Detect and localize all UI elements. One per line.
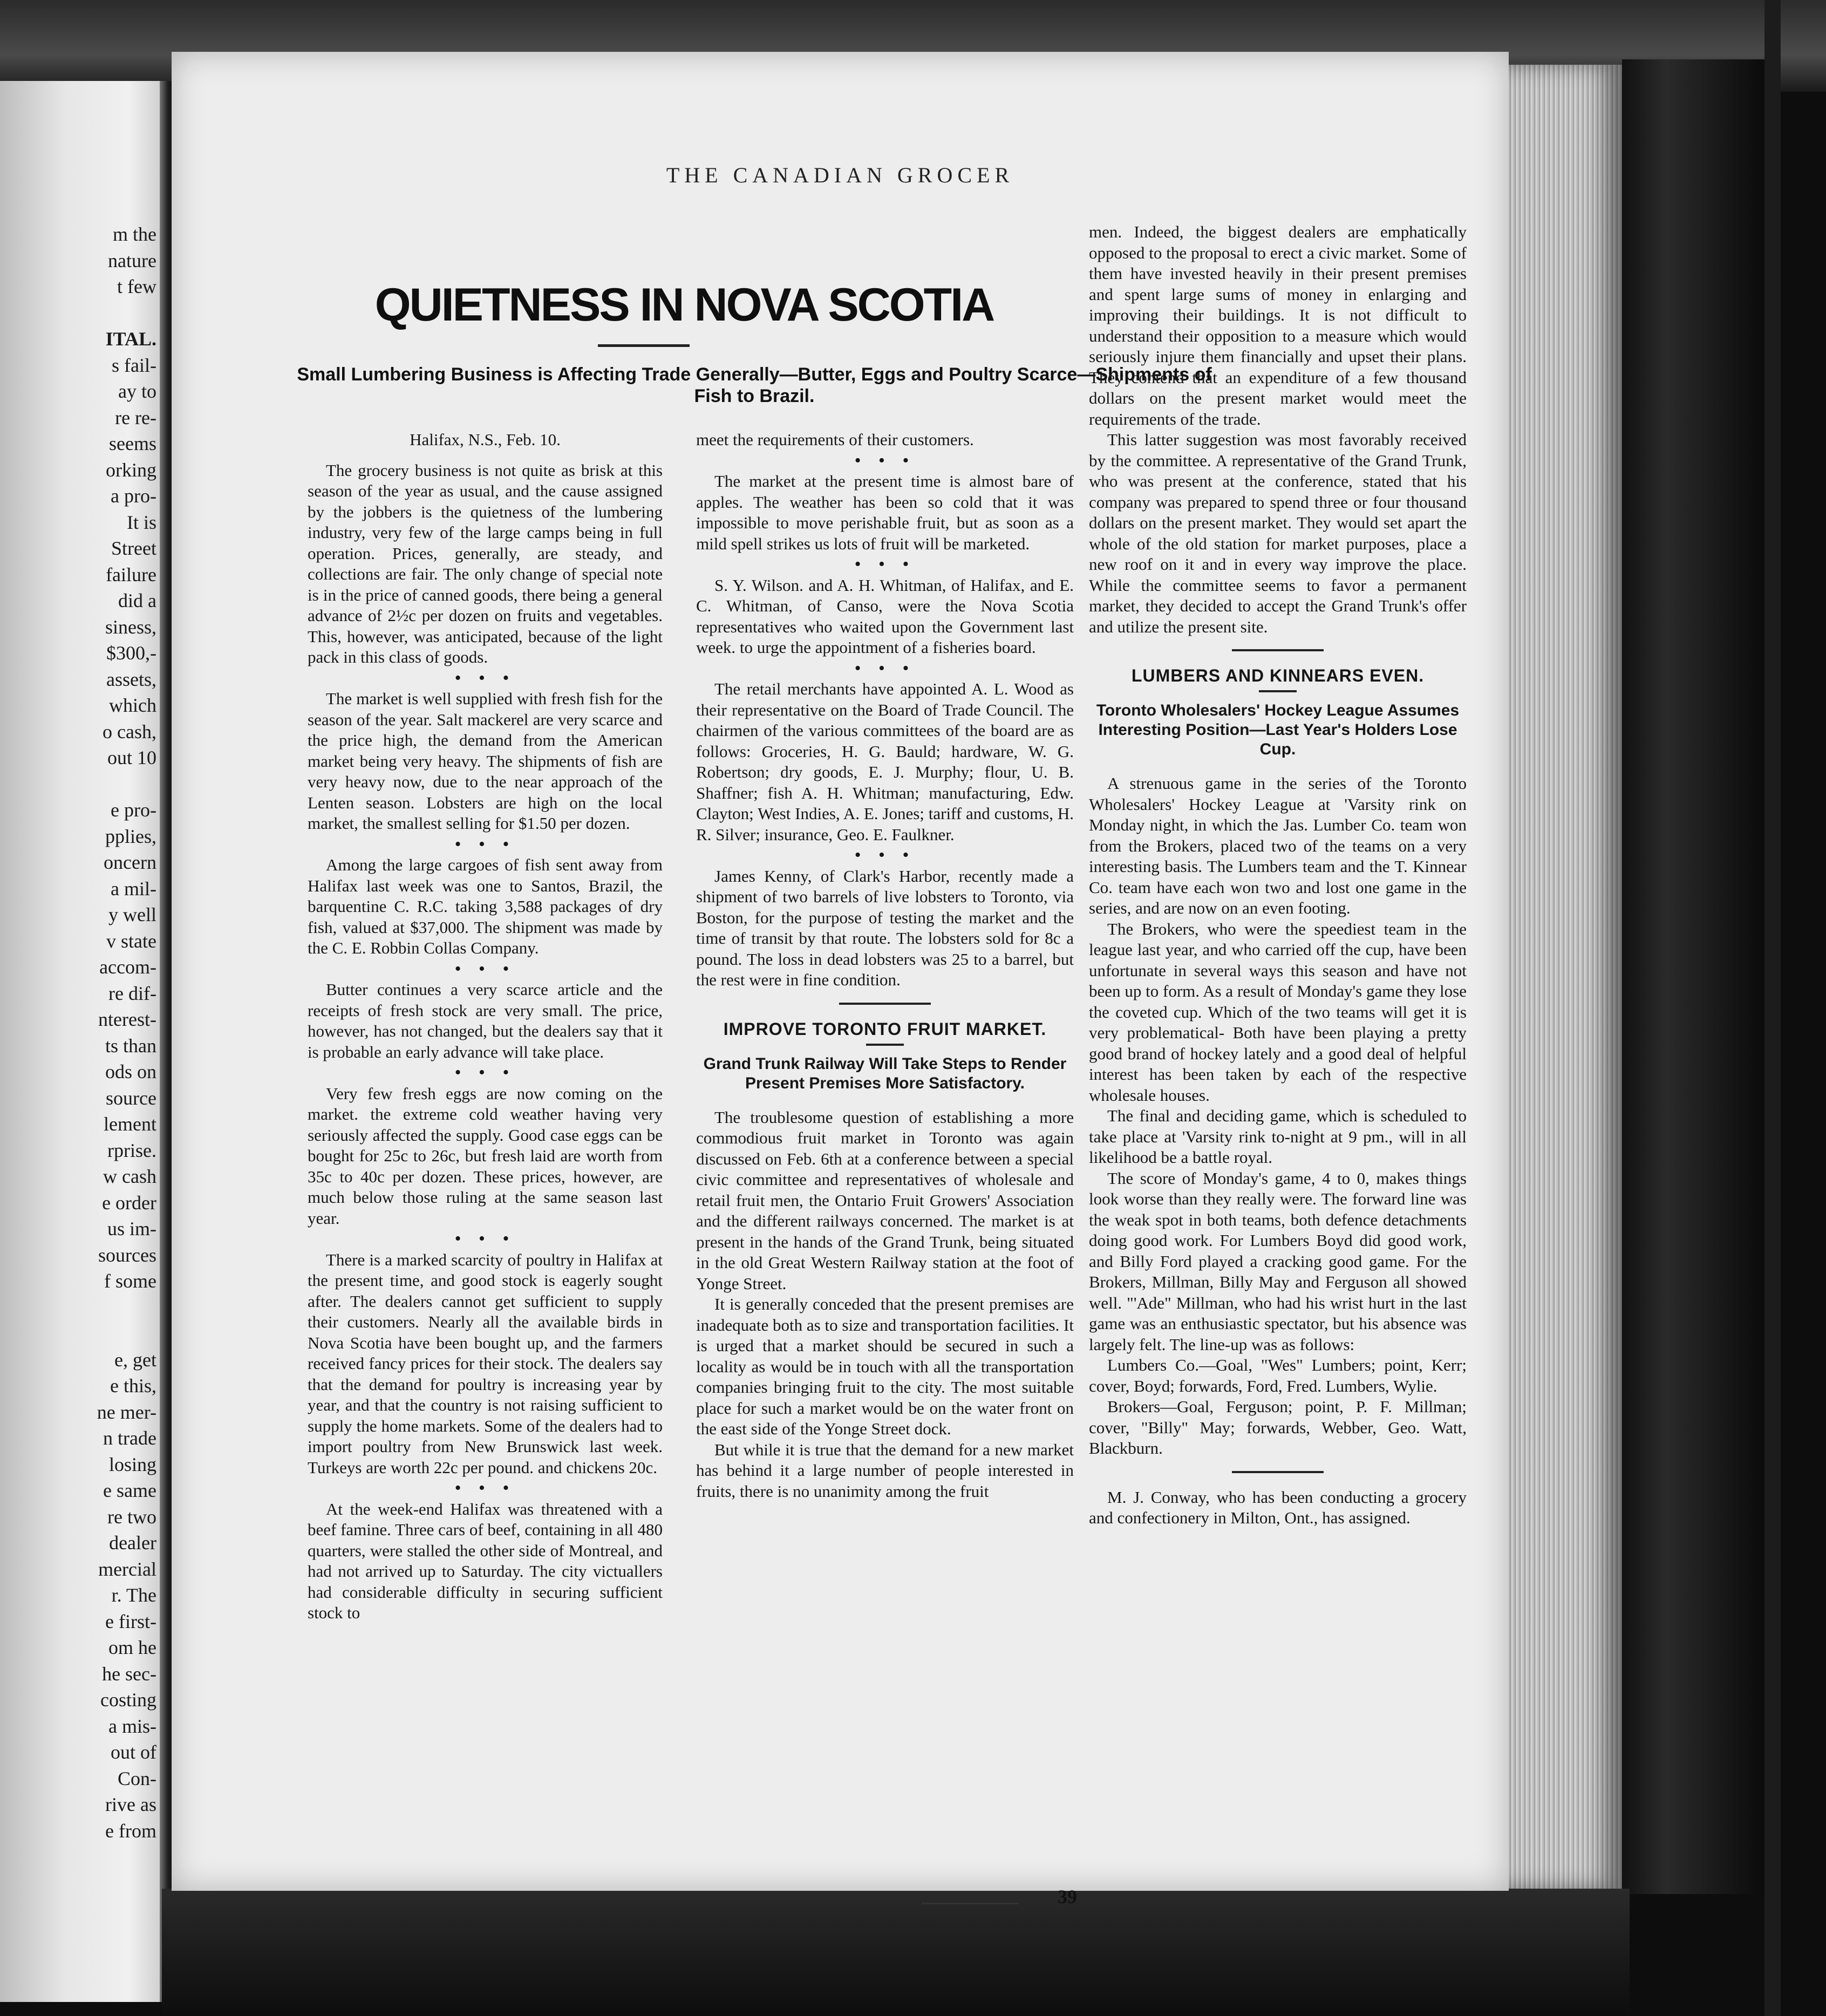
paragraph: S. Y. Wilson. and A. H. Whitman, of Halifax, and E. C. Whitman, of Canso, were the Nova Scotia representatives who waited upon the Government last week. to urge the appointment of a fisheries board. — [696, 575, 1074, 657]
fragment-line: $300,- — [106, 642, 156, 664]
fragment-line: n trade — [103, 1427, 156, 1449]
paragraph: men. Indeed, the biggest dealers are emphatically opposed to the proposal to erect a civic market. Some of them have invested heavily in their present premises and spent large sums of money in enlarging and improving their buildings. It is not difficult to understand their opposition to a measure which would seriously injure them financially and upset their plans. They contend that an expenditure of a few thousand dollars on the present market would meet the requirements of the trade. — [1089, 222, 1467, 428]
fragment-line: o cash, — [103, 720, 156, 743]
fragment-line — [16, 1295, 156, 1321]
fragment-line: which — [109, 694, 156, 716]
running-head: THE CANADIAN GROCER — [666, 163, 1014, 187]
folio-rule — [922, 1903, 1019, 1904]
fragment-line — [16, 1320, 156, 1347]
fragment-line: Street — [111, 537, 156, 559]
fragment-line: s fail- — [112, 354, 156, 376]
column-rule — [1232, 1471, 1324, 1473]
main-page — [172, 52, 1509, 1908]
fragment-line: mercial — [98, 1558, 156, 1580]
fragment-line: re dif- — [108, 982, 156, 1004]
column-rule — [1259, 690, 1297, 692]
paragraph: It is generally conceded that the present premises are inadequate both as to size and transportation facilities. It is urged that a market should be secured in such a locality as would be in touch with all the transportation companies bringing fruit to the city. The most suitable place for such a market would be on the water front on the east side of the Yonge Street dock. — [696, 1295, 1074, 1438]
fragment-line — [16, 771, 156, 798]
fragment-line: e from — [105, 1820, 156, 1842]
fragment-line: a mil- — [111, 877, 156, 900]
column-3 — [1089, 222, 1467, 1529]
column-rule — [866, 1044, 904, 1046]
scan-background-bottom — [162, 1889, 1630, 2016]
section-separator: • • • — [454, 1063, 516, 1082]
article-title-improve-toronto-fruit-market: IMPROVE TORONTO FRUIT MARKET. — [723, 1019, 1047, 1039]
fragment-line: v state — [106, 930, 156, 952]
paragraph: The market at the present time is almost bare of apples. The weather has been so cold that it was impossible to move perishable fruit, but as soon as a mild spell strikes us lots of fruit will be marketed. — [696, 472, 1074, 553]
fragment-line: re two — [107, 1506, 156, 1528]
paragraph: Brokers—Goal, Ferguson; point, P. F. Millman; cover, "Billy" May; forwards, Webber, Geo. Watt, Blackburn. — [1089, 1397, 1467, 1457]
book-binding-edge — [1764, 0, 1781, 2016]
section-separator: • • • — [854, 845, 916, 865]
paragraph: The market is well supplied with fresh fish for the season of the year. Salt mackerel are very scarce and the price high, the demand from the American market being very heavy. The shipments of fish are very heavy now, due to the near approach of the Lenten season. Lobsters are high on the local market, the smallest selling for $1.50 per dozen. — [308, 689, 663, 833]
book-binding — [1622, 59, 1768, 1894]
paragraph: The troublesome question of establishing a more commodious fruit market in Toronto was again discussed on Feb. 6th at a conference between a special civic committee and representatives of wholesale and retail fruit men, the Ontario Fruit Growers' Association and the different railways concerned. The market is at present in the hands of the Grand Trunk, being situated in the old Great Western Railway station at the foot of Yonge Street. — [696, 1107, 1074, 1293]
fragment-line: did a — [118, 590, 156, 611]
section-separator: • • • — [854, 658, 916, 678]
paragraph: At the week-end Halifax was threatened with a beef famine. Three cars of beef, containing in all 480 quarters, were stalled the other side of Montreal, and had not arrived up to Saturday. The city victuallers had considerable difficulty in securing sufficient stock to — [308, 1499, 663, 1622]
article-deck: Small Lumbering Business is Affecting Trade Generally—Butter, Eggs and Poultry Scarce—Shipments of Fish to Brazil. — [297, 364, 1212, 406]
page-number: 39 — [1058, 1886, 1077, 1908]
paragraph: The grocery business is not quite as brisk at this season of the year as usual, and the cause assigned by the jobbers is the quietness of the lumbering industry, very few of the large camps being in full operation. Prices, generally, are steady, and collections are fair. The only change of special note is in the price of canned goods, there being a general advance of 2½c per dozen on fruits and vegetables. This, however, was anticipated, because of the light pack in this class of goods. — [308, 460, 663, 666]
book-gutter — [160, 81, 173, 2002]
fragment-line: e first- — [105, 1610, 156, 1632]
fragment-line: rive as — [105, 1794, 156, 1815]
fragment-line: It is — [126, 511, 156, 533]
section-separator: • • • — [454, 1478, 516, 1498]
paragraph: James Kenny, of Clark's Harbor, recently made a shipment of two barrels of live lobsters to Toronto, via Boston, for the purpose of testing the market and the time of transit by that route. The lobsters sold for 8c a pound. The loss in dead lobsters was 25 to a barrel, but the rest were in fine condition. — [696, 866, 1074, 989]
fragment-line: nature — [108, 249, 156, 271]
fragment-line: a mis- — [108, 1715, 156, 1737]
fragment-line: nterest- — [98, 1009, 156, 1030]
fragment-line: he sec- — [102, 1663, 156, 1685]
fragment-line: us im- — [107, 1218, 156, 1239]
fragment-line: out of — [111, 1741, 156, 1763]
paragraph: The retail merchants have appointed A. L. Wood as their representative on the Board of Trade Council. The chairmen of the various committees of the board are as follows: Groceries, H. G. Bauld; hardware, W. G. Robertson; dry goods, E. J. Murphy; flour, U. B. Shaffner; fish A. H. Whitman; manufacturing, Edw. Clayton; West Indies, A. E. Jones; tariff and customs, H. R. Silver; insurance, Geo. E. Faulkner. — [696, 679, 1074, 844]
column-rule — [839, 1003, 931, 1005]
paragraph: The score of Monday's game, 4 to 0, makes things look worse than they really were. The forward line was the weak spot in both teams, both defence detachments doing good work. For Lumbers Boyd did good work, and Billy Ford played a cracking good game. For the Brokers, Millman, Billy May and Ferguson all showed well. "'Ade" Millman, who had his wrist hurt in the last game was an enthusiastic spectator, but his absence was largely felt. The line-up was as follows: — [1089, 1168, 1467, 1354]
fragment-line: r. The — [111, 1584, 156, 1606]
section-separator: • • • — [454, 958, 516, 979]
fragment-line: om he — [108, 1637, 156, 1658]
article-title-lumbers-and-kinnears-even: LUMBERS AND KINNEARS EVEN. — [1131, 666, 1425, 685]
paragraph: Butter continues a very scarce article and the receipts of fresh stock are very small. The price, however, has not changed, but the dealers say that it is probable an early advance will take place. — [308, 980, 663, 1061]
fragment-line: e order — [102, 1191, 156, 1214]
fragment-line: siness, — [105, 616, 156, 638]
column-1 — [308, 430, 663, 1624]
fragment-line: losing — [108, 1453, 156, 1475]
paragraph: Very few fresh eggs are now coming on the market. the extreme cold weather having very seriously affected the supply. Good case eggs can be bought for 25c to 26c, but fresh laid are worth from 35c to 40c per dozen. These prices, however, are much below those ruling at the same season last year. — [308, 1084, 663, 1228]
fragment-line: pplies, — [105, 825, 156, 847]
article-deck: Grand Trunk Railway Will Take Steps to Render Present Premises More Satisfactory. — [703, 1054, 1067, 1092]
fragment-line: w cash — [103, 1166, 156, 1187]
fragment-line: ts than — [105, 1034, 156, 1057]
fragment-line: rprise. — [107, 1139, 156, 1161]
fragment-line: e, get — [114, 1348, 156, 1371]
fragment-line: accom- — [99, 956, 156, 978]
fragment-line: failure — [106, 563, 156, 585]
fragment-line: m the — [113, 223, 156, 245]
fragment-line: a pro- — [111, 485, 156, 507]
fragment-line: Con- — [118, 1767, 156, 1789]
fragment-line: ITAL. — [105, 328, 156, 350]
column-rule — [1232, 649, 1324, 651]
fragment-line: f some — [104, 1270, 156, 1292]
article-deck: Toronto Wholesalers' Hockey League Assumes Interesting Position—Last Year's Holders Lose Cup. — [1096, 701, 1460, 758]
fragment-line: re re- — [115, 406, 156, 428]
section-separator: • • • — [454, 834, 516, 854]
paragraph: The Brokers, who were the speediest team in the league last year, and who carried off the cup, have been unfortunate in several ways this season and have not been up to form. As a result of Monday's game they lose the coveted cup. Which of the two teams will get it is very problematical- Both have been playing a pretty good brand of hockey lately and a good deal of helpful interest has been taken by each of the respective wholesale houses. — [1089, 919, 1467, 1105]
paragraph: Lumbers Co.—Goal, "Wes" Lumbers; point, Kerr; cover, Boyd; forwards, Ford, Fred. Lumbers, Wylie. — [1089, 1356, 1467, 1395]
fragment-line: ay to — [118, 380, 156, 402]
section-separator: • • • — [854, 450, 916, 471]
fragment-line: assets, — [106, 668, 156, 690]
paragraph: But while it is true that the demand for a new market has behind it a large number of people interested in fruits, there is no unanimity among the fruit — [696, 1440, 1074, 1501]
fragment-line: oncern — [104, 852, 156, 873]
facing-page-fragment — [0, 81, 162, 2002]
fragment-line: y well — [108, 904, 156, 925]
title-rule — [598, 344, 690, 347]
paragraph: This latter suggestion was most favorably received by the committee. A representative of the Grand Trunk, who was present at the conference, stated that his company was prepared to spend three or four thousand dollars on the present market. They would set apart the whole of the old station for market purposes, place a new roof on it and in every way improve the place. While the committee seems to favor a permanent market, they decided to accept the Grand Trunk's offer and utilize the present site. — [1089, 430, 1467, 636]
fragment-line: e pro- — [111, 799, 156, 821]
paragraph: A strenuous game in the series of the Toronto Wholesalers' Hockey League at 'Varsity rink on Monday night, in which the Jas. Lumber Co. team won from the Brokers, placed two of the teams on a very interesting basis. The Lumbers team and the T. Kinnear Co. team have each won two and lost one game in the series, and are now on an even footing. — [1089, 774, 1467, 917]
fragment-line: lement — [104, 1113, 156, 1135]
fragment-line — [16, 300, 156, 326]
section-separator: • • • — [454, 668, 516, 688]
paragraph: Among the large cargoes of fish sent away from Halifax last week was one to Santos, Brazil, the barquentine C. R.C. taking 3,588 packages of dry fish, valued at $37,000. The shipment was made by the C. E. Robbin Collas Company. — [308, 855, 663, 957]
section-separator: • • • — [854, 554, 916, 574]
column-2 — [696, 430, 1074, 1502]
fragment-line: orking — [106, 459, 156, 481]
fragment-line: t few — [117, 276, 156, 297]
fragment-line: ne mer- — [97, 1401, 156, 1423]
paragraph: There is a marked scarcity of poultry in Halifax at the present time, and good stock is eagerly sought after. The dealers cannot get sufficient to supply their customers. Nearly all the available birds in Nova Scotia have been bought up, and the farmers received fancy prices for their stock. The dealers say that the demand for poultry is increasing year by year, and that the country is not raising sufficient to supply the home markets. Some of the dealers had to import poultry from New Brunswick last week. Turkeys are worth 22c per pound. and chickens 20c. — [308, 1250, 663, 1477]
fragment-line: sources — [98, 1244, 156, 1266]
fragment-line: dealer — [109, 1532, 156, 1554]
notice-paragraph: M. J. Conway, who has been conducting a grocery and confectionery in Milton, Ont., has assigned. — [1089, 1487, 1467, 1527]
fragment-line: ods on — [105, 1061, 156, 1082]
fragment-line: costing — [100, 1689, 156, 1711]
facing-page-text-fragment — [16, 221, 156, 1844]
article-title: QUIETNESS IN NOVA SCOTIA — [374, 279, 994, 331]
fragment-line: e this, — [110, 1375, 156, 1397]
fragment-line: e same — [103, 1480, 156, 1501]
fragment-line: seems — [109, 433, 156, 454]
fragment-line: source — [106, 1087, 156, 1109]
paragraph: The final and deciding game, which is scheduled to take place at 'Varsity rink to-night at 9 pm., will in all likelihood be a battle royal. — [1089, 1106, 1467, 1167]
paragraph: meet the requirements of their customers. — [696, 430, 974, 449]
fragment-line: out 10 — [107, 747, 156, 768]
dateline: Halifax, N.S., Feb. 10. — [410, 430, 561, 449]
page-edges — [1509, 65, 1622, 1889]
section-separator: • • • — [454, 1229, 516, 1249]
